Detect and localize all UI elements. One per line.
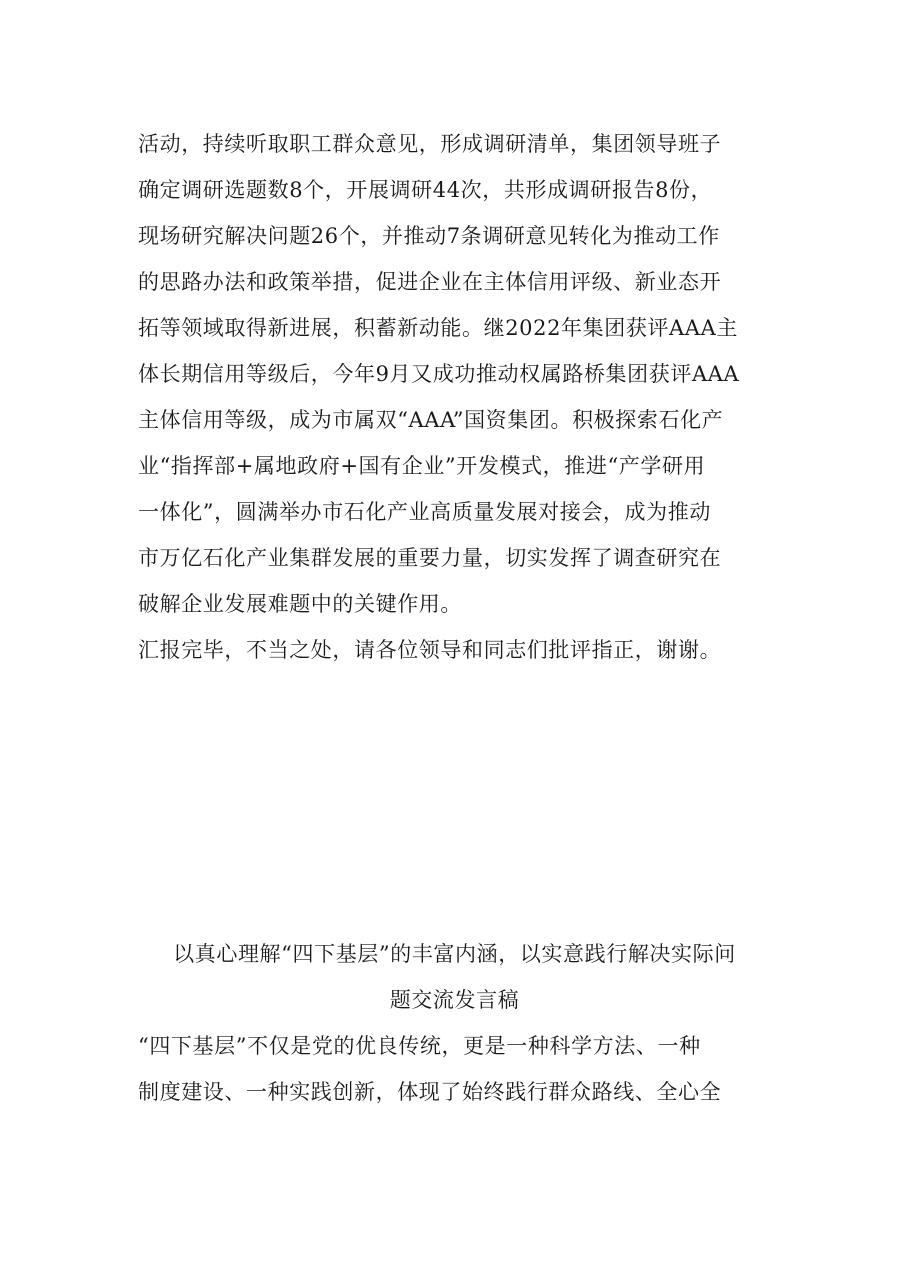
paragraph-line: 体长期信用等级后，今年9月又成功推动权属路桥集团获评AAA [138,362,740,386]
paragraph-line: 确定调研选题数8个，开展调研44次，共形成调研报告8份， [138,178,713,202]
paragraph-line: 拓等领域取得新进展，积蓄新动能。继2022年集团获评AAA主 [138,316,738,340]
paragraph-line: 破解企业发展难题中的关键作用。 [138,592,462,616]
paragraph-line: 一体化”，圆满举办市石化产业高质量发展对接会，成为推动 [138,500,711,524]
article-body-line: 制度建设、一种实践创新，体现了始终践行群众路线、全心全 [138,1080,722,1104]
paragraph-line: 业“指挥部+属地政府+国有企业”开发模式，推进“产学研用 [138,454,706,478]
article-title-line-1: 以真心理解“四下基层”的丰富内涵，以实意践行解决实际问 [173,942,736,966]
paragraph-line: 现场研究解决问题26个，并推动7条调研意见转化为推动工作 [138,224,720,248]
paragraph-line: 市万亿石化产业集群发展的重要力量，切实发挥了调查研究在 [138,546,722,570]
closing-remark: 汇报完毕，不当之处，请各位领导和同志们批评指正，谢谢。 [138,638,722,662]
paragraph-line: 活动，持续听取职工群众意见，形成调研清单，集团领导班子 [138,132,722,156]
article-title-line-2: 题交流发言稿 [389,988,520,1012]
article-body-line: “四下基层”不仅是党的优良传统，更是一种科学方法、一种 [138,1034,701,1058]
paragraph-line: 主体信用等级，成为市属双“AAA”国资集团。积极探索石化产 [138,408,724,432]
paragraph-line: 的思路办法和政策举措，促进企业在主体信用评级、新业态开 [138,270,722,294]
